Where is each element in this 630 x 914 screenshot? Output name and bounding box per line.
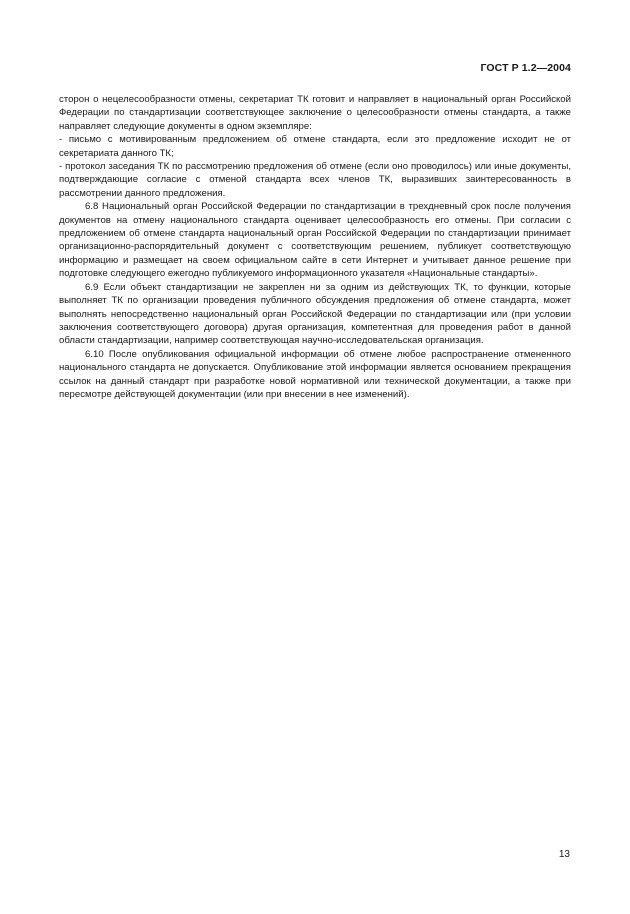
page-number: 13	[558, 849, 570, 860]
dash-bullet: -	[59, 134, 63, 146]
clause-6-9: 6.9 Если объект стандартизации не закреплен ни за одним из действующих ТК, то функции, которые выполняет ТК по организации проведения публичного обсуждения предложения об отмене стандарта, может выполнять непосредственно национальный орган Российской Федерации по стандартизации или (при условии заключения соответствующего договора) другая организация, компетентная для проведения работ в данной области стандартизации, например соответствующая научно-исследовательская организация.	[59, 281, 571, 347]
list-item	[59, 160, 571, 200]
list-item-text: протокол заседания ТК по рассмотрению предложения об отмене (если оно проводилось) или иные документы, подтверждающие согласие с отменой стандарта всех членов ТК, выразивших заинтересованность в рассмотрении данного предложения.	[59, 161, 572, 199]
document-body	[59, 93, 571, 401]
document-code-header: ГОСТ Р 1.2—2004	[480, 62, 571, 74]
paragraph-continuation: сторон о нецелесообразности отмены, секретариат ТК готовит и направляет в национальный орган Российской Федерации по стандартизации соответствующее заключение о целесообразности отмены стандарта, а также направляет следующие документы в одном экземпляре:	[59, 94, 571, 132]
clause-6-10: 6.10 После опубликования официальной информации об отмене любое распространение отмененного национального стандарта не допускается. Опубликование этой информации является основанием прекращения ссылок на данный стандарт при разработке новой нормативной или технической документации, а также при пересмотре действующей документации (или при внесении в нее изменений).	[59, 348, 571, 400]
list-item-text: письмо с мотивированным предложением об отмене стандарта, если это предложение исходит не от секретариата данного ТК;	[59, 134, 571, 159]
dash-bullet: -	[59, 161, 63, 173]
list-item	[59, 133, 571, 160]
clause-6-8: 6.8 Национальный орган Российской Федерации по стандартизации в трехдневный срок после получения документов на отмену национального стандарта оценивает целесообразность его отмены. При согласии с предложением об отмене стандарта национальный орган Российской Федерации по стандартизации принимает организационно-распорядительный документ с соответствующим решением, публикует соответствующую информацию и размещает на своем официальном сайте в сети Интернет и учитывает данное решение при подготовке следующего ежегодно публикуемого информационного указателя «Национальные стандарты».	[59, 201, 571, 280]
